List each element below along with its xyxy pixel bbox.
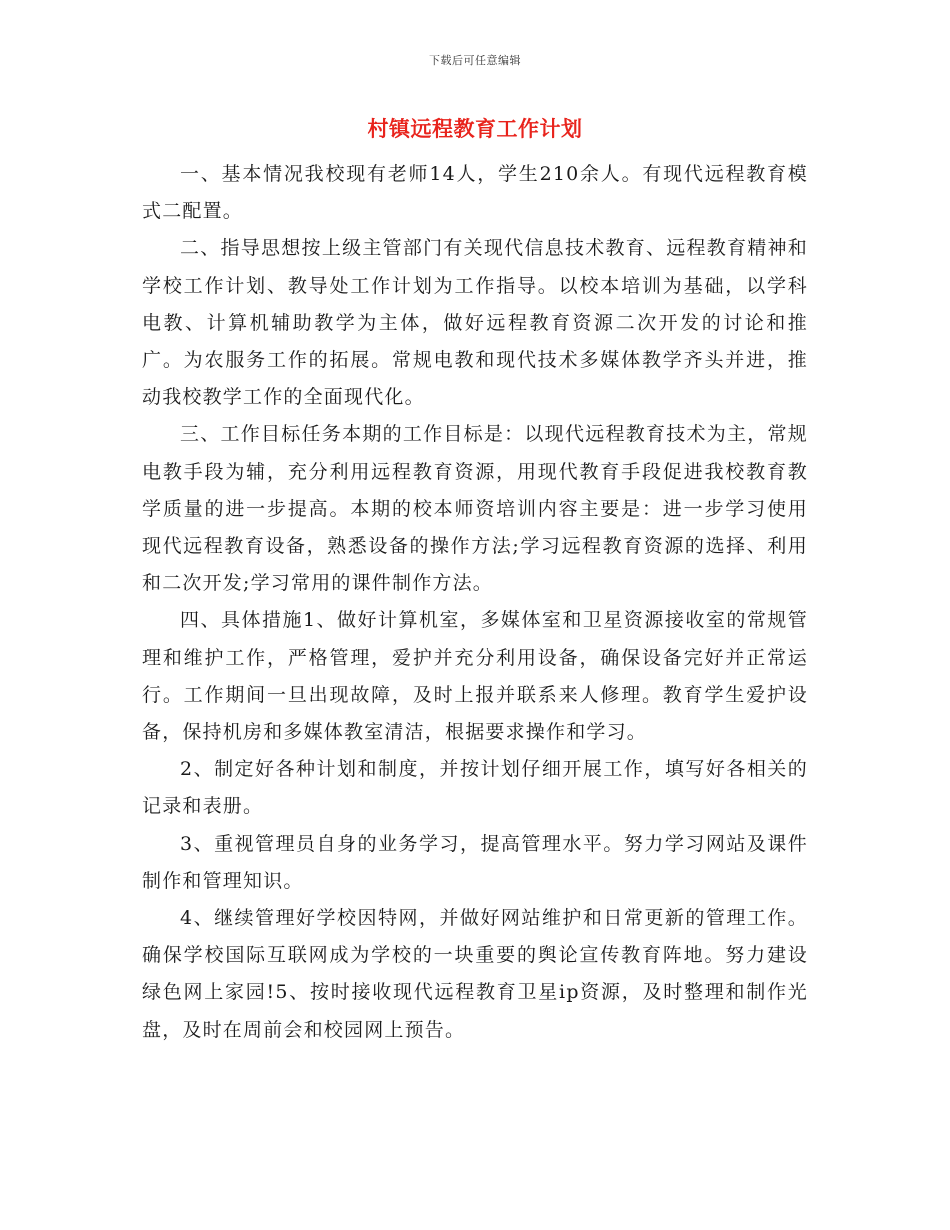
header-note: 下载后可任意编辑	[429, 54, 521, 67]
paragraph-work-goals: 三、工作目标任务本期的工作目标是：以现代远程教育技术为主，常规电教手段为辅，充分利用远程教育资源，用现代教育手段促进我校教育教学质量的进一步提高。本期的校本师资培训内容主要是：进一步学习使用现代远程教育设备，熟悉设备的操作方法;学习远程教育资源的选择、利用和二次开发;学习常用的课件制作方法。	[142, 423, 808, 595]
paragraph-basic-situation: 一、基本情况我校现有老师14人，学生210余人。有现代远程教育模式二配置。	[142, 163, 808, 223]
document-body	[142, 156, 808, 1049]
document-title: 村镇远程教育工作计划	[367, 116, 583, 141]
paragraph-measure-3: 3、重视管理员自身的业务学习，提高管理水平。努力学习网站及课件制作和管理知识。	[142, 832, 808, 892]
paragraph-measure-4-5: 4、继续管理好学校因特网，并做好网站维护和日常更新的管理工作。确保学校国际互联网成为学校的一块重要的舆论宣传教育阵地。努力建设绿色网上家园!5、按时接收现代远程教育卫星ip资源，及时整理和制作光盘，及时在周前会和校园网上预告。	[142, 907, 808, 1041]
paragraph-specific-measures: 四、具体措施1、做好计算机室，多媒体室和卫星资源接收室的常规管理和维护工作，严格管理，爱护并充分利用设备，确保设备完好并正常运行。工作期间一旦出现故障，及时上报并联系来人修理。教育学生爱护设备，保持机房和多媒体教室清洁，根据要求操作和学习。	[142, 609, 808, 744]
paragraph-guiding-ideology: 二、指导思想按上级主管部门有关现代信息技术教育、远程教育精神和学校工作计划、教导处工作计划为工作指导。以校本培训为基础，以学科电教、计算机辅助教学为主体，做好远程教育资源二次开发的讨论和推广。为农服务工作的拓展。常规电教和现代技术多媒体教学齐头并进，推动我校教学工作的全面现代化。	[142, 237, 808, 409]
paragraph-measure-2: 2、制定好各种计划和制度，并按计划仔细开展工作，填写好各相关的记录和表册。	[142, 758, 808, 818]
